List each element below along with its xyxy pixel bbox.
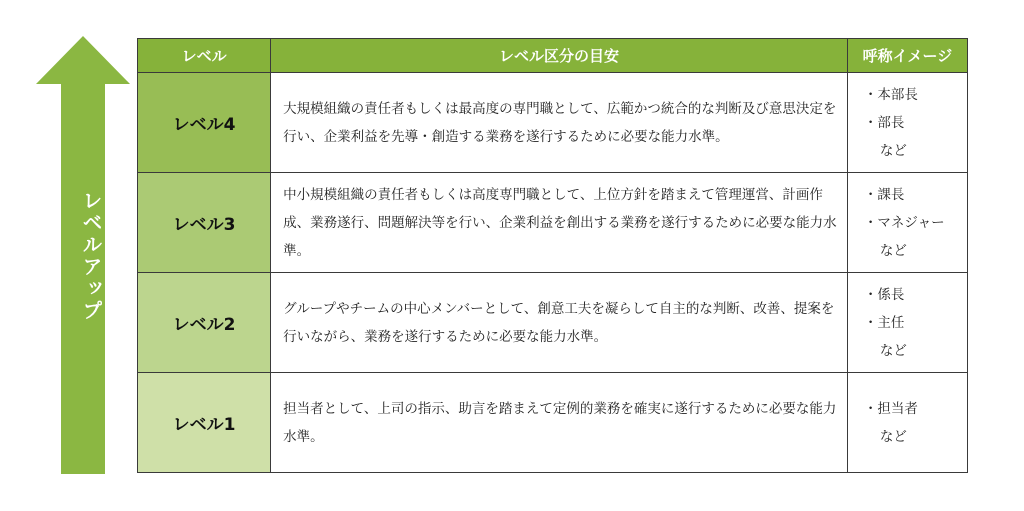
title-note: など: [879, 142, 907, 159]
level-cell: レベル2: [138, 273, 271, 373]
title-note: など: [879, 342, 907, 359]
level-up-label: レベルアップ: [79, 190, 103, 322]
title-item: ・主任: [863, 314, 905, 331]
title-note: など: [879, 242, 907, 259]
table-row: [138, 73, 968, 173]
title-cell: [847, 73, 967, 173]
description-cell: 担当者として、上司の指示、助言を踏まえて定例的業務を確実に遂行するために必要な能力水準。: [271, 373, 848, 473]
title-item: ・係長: [863, 286, 905, 303]
title-cell: [847, 173, 967, 273]
title-item: ・本部長: [863, 86, 918, 103]
description-cell: 中小規模組織の責任者もしくは高度専門職として、上位方針を踏まえて管理運営、計画作成、業務遂行、問題解決等を行い、企業利益を創出する業務を遂行するために必要な能力水準。: [271, 173, 848, 273]
description-cell: グループやチームの中心メンバーとして、創意工夫を凝らして自主的な判断、改善、提案を行いながら、業務を遂行するために必要な能力水準。: [271, 273, 848, 373]
description-cell: 大規模組織の責任者もしくは最高度の専門職として、広範かつ統合的な判断及び意思決定を行い、企業利益を先導・創造する業務を遂行するために必要な能力水準。: [271, 73, 848, 173]
table-row: [138, 273, 968, 373]
title-note: など: [879, 428, 907, 445]
level-cell: レベル1: [138, 373, 271, 473]
title-cell: [847, 273, 967, 373]
header-title: 呼称イメージ: [847, 39, 967, 73]
level-table: [137, 38, 968, 473]
title-item: ・部長: [863, 114, 905, 131]
header-level: レベル: [138, 39, 271, 73]
title-cell: [847, 373, 967, 473]
title-item: ・マネジャー: [863, 214, 945, 231]
table-header-row: [138, 39, 968, 73]
level-cell: レベル4: [138, 73, 271, 173]
header-guide: レベル区分の目安: [271, 39, 848, 73]
title-item: ・担当者: [863, 400, 918, 417]
table-row: [138, 373, 968, 473]
level-cell: レベル3: [138, 173, 271, 273]
title-item: ・課長: [863, 186, 905, 203]
table-row: [138, 173, 968, 273]
